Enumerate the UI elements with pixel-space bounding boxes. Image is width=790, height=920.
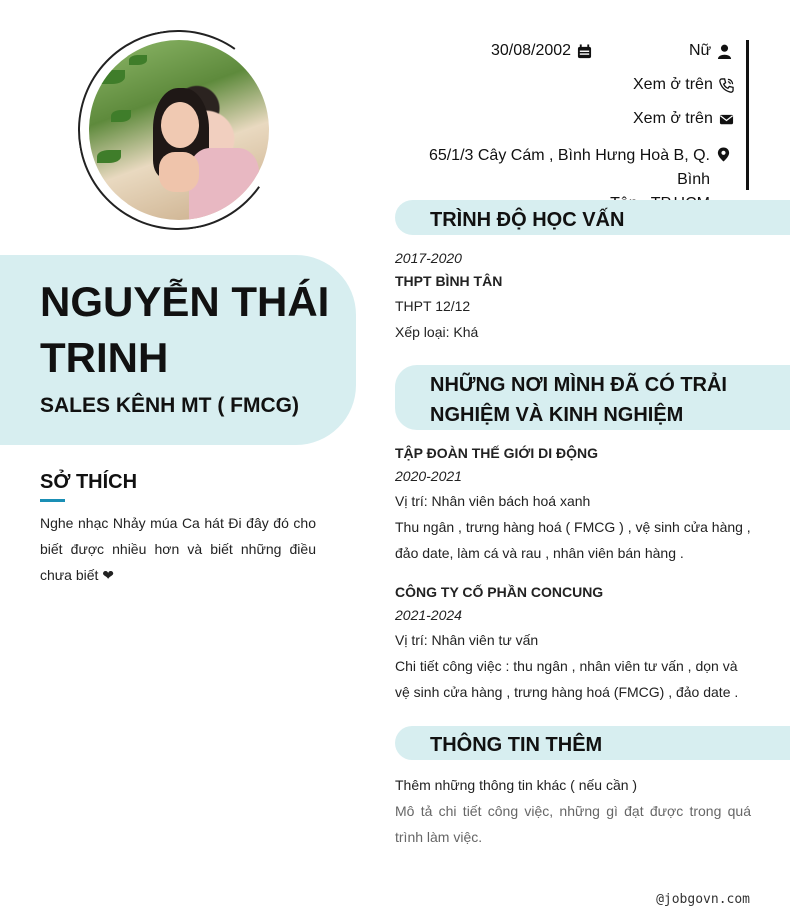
gender-text: Nữ (689, 42, 712, 59)
extra-title: THÔNG TIN THÊM (430, 734, 603, 756)
profile-name: NGUYỄN THÁI TRINH (40, 278, 330, 381)
hobbies-title: SỞ THÍCH (40, 471, 138, 493)
education-grade: Xếp loại: Khá (395, 324, 479, 340)
job-period: 2021-2024 (395, 607, 462, 623)
leaf-shape (111, 110, 131, 122)
address-line-1: 65/1/3 Cây Cám , Bình Hưng Hoà B, Q. Bình (428, 147, 710, 188)
phone-icon (719, 78, 734, 93)
contact-email (633, 110, 734, 128)
job-details: Chi tiết công việc : thu ngân , nhân viên tư vấn , dọn và vệ sinh cửa hàng , trưng hàng hoá (FMCG) , đảo date . (395, 658, 739, 700)
profile-photo (89, 40, 269, 220)
hobbies-underline (40, 499, 65, 502)
education-heading-bar (395, 200, 790, 235)
birthday-text: 30/08/2002 (491, 42, 572, 59)
education-level: THPT 12/12 (395, 298, 471, 314)
job-company: CÔNG TY CỐ PHẦN CONCUNG (395, 584, 604, 600)
job-details: Thu ngân , trưng hàng hoá ( FMCG ) , vệ sinh cửa hàng , đảo date, làm cá và rau , nhân viên bán hàng . (395, 519, 751, 561)
footer-watermark: @jobgovn.com (656, 892, 750, 907)
contact-phone (633, 76, 734, 94)
map-pin-icon (716, 147, 731, 162)
job-position: Vị trí: Nhân viên bách hoá xanh (395, 493, 591, 509)
email-text: Xem ở trên (633, 110, 713, 127)
extra-line-1: Thêm những thông tin khác ( nếu cần ) (395, 777, 638, 793)
job-period: 2020-2021 (395, 468, 462, 484)
profile-role: SALES KÊNH MT ( FMCG) (40, 394, 299, 417)
photo-face (161, 102, 199, 148)
experience-title-line-1: NHỮNG NƠI MÌNH ĐÃ CÓ TRẢI (430, 374, 727, 396)
education-period: 2017-2020 (395, 250, 462, 266)
education-school: THPT BÌNH TÂN (395, 273, 503, 289)
extra-line-2: Mô tả chi tiết công việc, những gì đạt được trong quá trình làm việc. (395, 803, 751, 845)
leaf-shape (97, 150, 121, 163)
calendar-icon (577, 44, 592, 59)
hobbies-text: Nghe nhạc Nhảy múa Ca hát Đi đây đó cho biết được nhiều hơn và biết những điều chưa biết ❤ (40, 515, 316, 583)
extra-heading-bar (395, 726, 790, 760)
photo-shirt (189, 148, 259, 220)
experience-title-line-2: NGHIỆM VÀ KINH NGHIỆM (430, 404, 684, 426)
contact-divider (746, 40, 749, 190)
leaf-shape (129, 55, 147, 65)
experience-heading-bar (395, 365, 790, 430)
job-company: TẬP ĐOÀN THẾ GIỚI DI ĐỘNG (395, 445, 599, 461)
job-position: Vị trí: Nhân viên tư vấn (395, 632, 539, 648)
phone-text: Xem ở trên (633, 76, 713, 93)
mail-icon (719, 112, 734, 127)
contact-birthday (491, 42, 592, 60)
photo-arm (159, 152, 199, 192)
person-icon (717, 44, 732, 59)
education-title: TRÌNH ĐỘ HỌC VẤN (430, 209, 625, 231)
contact-gender (689, 42, 732, 60)
leaf-shape (99, 70, 125, 84)
